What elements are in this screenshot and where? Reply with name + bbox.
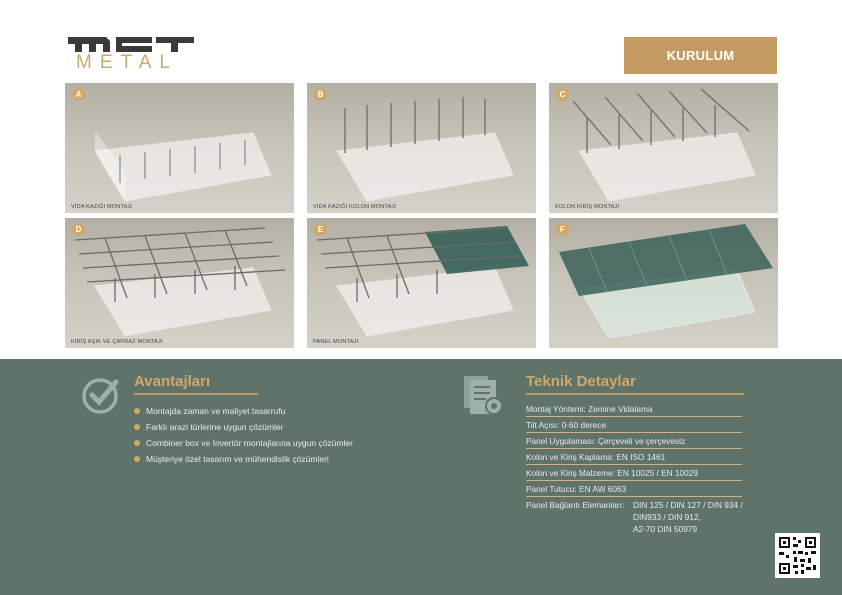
advantages-rule <box>134 393 258 395</box>
step-letter: A <box>72 88 85 101</box>
step-panel-a <box>65 83 294 213</box>
spec-divider <box>526 448 742 449</box>
step-illustration <box>65 83 294 213</box>
list-item: Farklı arazi türlerine uygun çözümler <box>134 419 353 435</box>
advantages-title: Avantajları <box>134 373 211 390</box>
step-illustration <box>65 218 294 348</box>
spec-divider <box>526 496 742 497</box>
step-letter: D <box>72 223 85 236</box>
spec-row: Montaj Yöntemi: Zemine Vidalama <box>526 404 653 414</box>
step-letter: E <box>314 223 327 236</box>
spec-row: Panel Tutucu: EN AW 6063 <box>526 484 627 494</box>
step-panel-d <box>65 218 294 348</box>
qr-code-icon[interactable] <box>775 533 820 578</box>
spec-divider <box>526 480 742 481</box>
bullet-icon <box>134 424 140 430</box>
spec-row-value: A2-70 DIN 50979 <box>633 524 698 534</box>
technical-title: Teknik Detaylar <box>526 373 636 390</box>
spec-row: Tilt Açısı: 0-60 derece <box>526 420 606 430</box>
step-caption: VİDA KAZIĞI MONTAJI <box>71 204 133 210</box>
step-letter: C <box>556 88 569 101</box>
section-badge: KURULUM <box>624 37 777 74</box>
spec-divider <box>526 432 742 433</box>
spec-row-label: Panel Bağlantı Elemanları: <box>526 500 625 510</box>
spec-divider <box>526 464 742 465</box>
step-caption: VİDA KAZIĞI KOLON MONTAJI <box>313 204 397 210</box>
brand-name: METAL <box>76 52 178 73</box>
step-caption: KİRİŞ AŞIK VE ÇAPRAZ MONTAJI <box>71 339 163 345</box>
spec-divider <box>526 416 742 417</box>
spec-row: Kolon ve Kiriş Kaplama: EN ISO 1461 <box>526 452 666 462</box>
step-panel-e <box>307 218 536 348</box>
step-letter: F <box>556 223 569 236</box>
list-item: Combiner box ve İnvertör montajlarına uygun çözümler <box>134 435 353 451</box>
spec-row-value: DIN933 / DIN 912, <box>633 512 701 522</box>
list-item: Müşteriye özel tasarım ve mühendislik çözümleri <box>134 451 353 467</box>
step-panel-c <box>549 83 778 213</box>
technical-rule <box>526 393 744 395</box>
step-panel-f <box>549 218 778 348</box>
step-illustration <box>307 83 536 213</box>
step-letter: B <box>314 88 327 101</box>
step-caption: KOLON KİRİŞ MONTAJI <box>555 204 620 210</box>
checkmark-circle-icon <box>80 374 122 416</box>
bullet-icon <box>134 440 140 446</box>
spec-row: Kolon ve Kiriş Malzeme: EN 10025 / EN 10029 <box>526 468 699 478</box>
step-panel-b <box>307 83 536 213</box>
step-caption: PANEL MONTAJI <box>313 339 359 345</box>
advantages-list <box>134 403 353 467</box>
document-gear-icon <box>462 374 508 420</box>
step-illustration <box>307 218 536 348</box>
list-item: Montajda zaman ve maliyet tasarrufu <box>134 403 353 419</box>
spec-row: Panel Uygulaması: Çerçeveli ve çerçevesiz <box>526 436 686 446</box>
step-illustration <box>549 218 778 348</box>
bullet-icon <box>134 456 140 462</box>
bullet-icon <box>134 408 140 414</box>
spec-row-value: DIN 125 / DIN 127 / DIN 934 / <box>633 500 743 510</box>
step-illustration <box>549 83 778 213</box>
